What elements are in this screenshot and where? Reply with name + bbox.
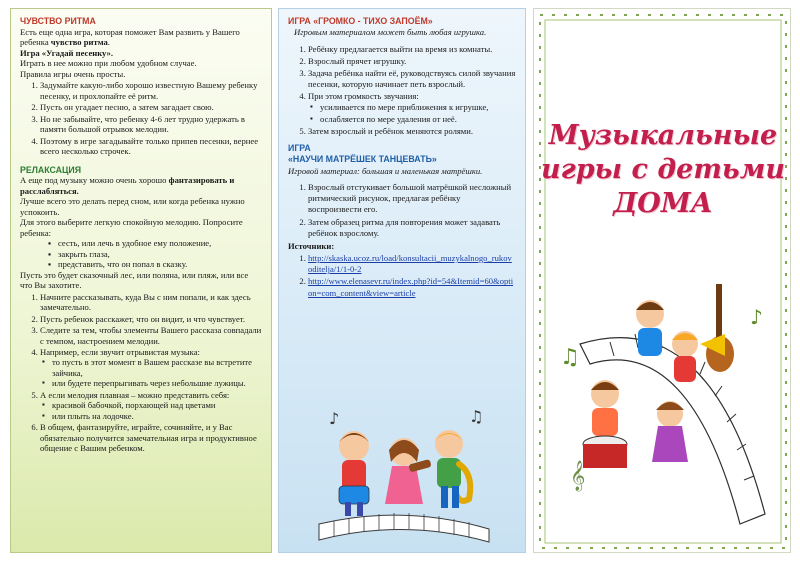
list-item: 4. Поэтому в игре загадывайте только припев песенки, вернее всего несколько строчек.: [40, 136, 262, 157]
piano-keys: [319, 513, 489, 542]
list-item: 2. Затем образец ритма для повторения может задавать ребёнок взрослому.: [308, 217, 516, 239]
game-doll-heading: «НАУЧИ МАТРЁШЕК ТАНЦЕВАТЬ»: [288, 154, 437, 165]
relax-p3: Пусть это будет сказочный лес, или поляна, или пляж, или все что Вы захотите.: [20, 269, 249, 291]
step-text: А если мелодия плавная – можно представить себя:: [40, 389, 230, 400]
relax-p2: Для этого выберите легкую спокойную мелодию. Попросите ребенка:: [20, 217, 243, 238]
list-item: ▪ усиливается по мере приближения к игрушке,: [320, 102, 516, 113]
list-item: 3. Следите за тем, чтобы элементы Вашего рассказа совпадали с темпом, настроением мелодии.: [40, 325, 262, 346]
list-item: 1. Взрослый отстукивает большой матрёшкой несложный ритмический рисунок, предлагая ребёнку воспроизвести его.: [308, 182, 516, 216]
sources-heading: Источники:: [288, 240, 335, 251]
list-item: 6. В общем, фантазируйте, играйте, сочиняйте, и у Вас обязательно получится замечательная игра и продуктивное общение с Вашим ребенком.: [40, 422, 262, 453]
list-item: 2. Пусть ребенок расскажет, что он видит, и что чувствует.: [40, 314, 262, 324]
list-item: ▪ или будете перепрыгивать через небольшие лужицы.: [52, 378, 262, 388]
kid-drum: [583, 380, 627, 468]
game-loud-heading: ИГРА «ГРОМКО - ТИХО ЗАПОЁМ»: [288, 16, 433, 26]
relax-p1: Лучше всего это делать перед сном, или когда ребенка нужно успокоить.: [20, 196, 245, 217]
list-item: ▪ представить, что он попал в сказку.: [58, 259, 262, 269]
game-loud-steps: [288, 44, 516, 137]
kid-drummer: [339, 431, 369, 516]
title-line: ДОМА: [613, 187, 713, 219]
kids-band-illustration: [309, 404, 499, 544]
relax-sub-b: [40, 400, 262, 421]
right-panel: [533, 8, 791, 553]
list-item: 2. Пусть он угадает песню, а затем загадает свою.: [40, 102, 262, 112]
game1-steps: [20, 80, 262, 156]
rhythm-heading: ЧУВСТВО РИТМА: [20, 16, 96, 26]
list-item: [40, 390, 262, 421]
list-item: ▪ красивой бабочкой, порхающей над цветами: [52, 400, 262, 410]
kids-piano-illustration: [550, 284, 780, 534]
list-item: [308, 276, 516, 298]
sources-list: [288, 253, 516, 299]
middle-panel: [278, 8, 526, 553]
treble-clef-icon: 𝄞: [570, 461, 586, 491]
list-item: [308, 91, 516, 125]
list-item: 3. Задача ребёнка найти её, руководствуясь силой звучания песенки, которую начинает петь взрослый.: [308, 68, 516, 90]
relax-heading: РЕЛАКСАЦИЯ: [20, 164, 82, 175]
kid-violinist: [385, 438, 432, 504]
list-item: ▪ закрыть глаза,: [58, 249, 262, 259]
game-doll-steps: [288, 182, 516, 239]
music-note-icon: ♪: [329, 409, 340, 428]
game-loud-bullets: [308, 102, 516, 124]
game-loud-note: Игровым материалом может быть любая игрушка.: [294, 27, 487, 38]
left-panel: [10, 8, 272, 553]
game1-title-text: Игра «Угадай песенку».: [20, 47, 113, 58]
relax-intro-bold: фантазировать и расслабляться.: [20, 175, 235, 196]
rhythm-intro-end: .: [107, 37, 110, 48]
music-note-icon: ♪: [750, 305, 763, 329]
list-item: ▪ ослабляется по мере удаления от неё.: [320, 114, 516, 125]
list-item: 1. Ребёнку предлагается выйти на время из комнаты.: [308, 44, 516, 55]
rhythm-intro: [20, 27, 262, 48]
list-item: [40, 347, 262, 389]
relax-steps: [20, 292, 262, 454]
list-item: 3. Но не забывайте, что ребенку 4-6 лет трудно удержать в памяти большой отрывок мелодии.: [40, 114, 262, 135]
kid-saxophonist: [435, 430, 470, 508]
guitar: [706, 284, 734, 372]
relax-intro-text: А еще под музыку можно очень хорошо: [20, 175, 169, 186]
game-doll-label: ИГРА: [288, 142, 311, 153]
relax-intro: [20, 175, 262, 196]
list-item: 5. Затем взрослый и ребёнок меняются ролями.: [308, 126, 516, 137]
brochure-title: [534, 119, 791, 220]
source-link-2[interactable]: http://www.elenasevr.ru/index.php?id=54&Itemid=60&option=com_content&view=article: [308, 276, 514, 298]
game1-desc: Играть в нее можно при любом удобном случае.: [20, 58, 197, 69]
list-item: [308, 253, 516, 275]
list-item: 2. Взрослый прячет игрушку.: [308, 56, 516, 67]
game1-title: [20, 48, 262, 58]
game1-rules: Правила игры очень просты.: [20, 68, 126, 79]
kid-dancer: [652, 401, 688, 462]
relax-sub-a: [40, 357, 262, 388]
music-note-icon: ♫: [469, 407, 484, 426]
list-item: ▪ или плыть на лодочке.: [52, 411, 262, 421]
title-line: Музыкальные: [548, 120, 778, 151]
kid-singing: [636, 300, 664, 356]
music-note-icon: ♫: [560, 345, 580, 370]
source-link-1[interactable]: http://skaska.ucoz.ru/load/konsultacii_muzykalnogo_rukovoditelja/1/1-0-2: [308, 253, 512, 275]
rhythm-intro-bold: чувство ритма: [50, 37, 108, 48]
list-item: 1. Начните рассказывать, куда Вы с ним попали, и как здесь замечательно.: [40, 292, 262, 313]
rhythm-intro-text: Есть еще одна игра, которая поможет Вам развить у Вашего ребенка: [20, 26, 240, 48]
game-doll-note: Игровой материал: большая и маленькая матрёшки.: [288, 165, 483, 176]
step-text: Например, если звучит отрывистая музыка:: [40, 347, 200, 357]
relax-bullets: [46, 238, 262, 269]
title-line: игры с детьми: [540, 153, 786, 185]
list-item: ▪ сесть, или лечь в удобное ему положение,: [58, 238, 262, 248]
step-text: При этом громкость звучания:: [308, 91, 419, 102]
list-item: ▪ то пусть в этот момент в Вашем рассказе вы встретите зайчика,: [52, 357, 262, 378]
list-item: 1. Задумайте какую-либо хорошо известную Вашему ребенку песенку, и прохлопайте её ритм.: [40, 80, 262, 101]
